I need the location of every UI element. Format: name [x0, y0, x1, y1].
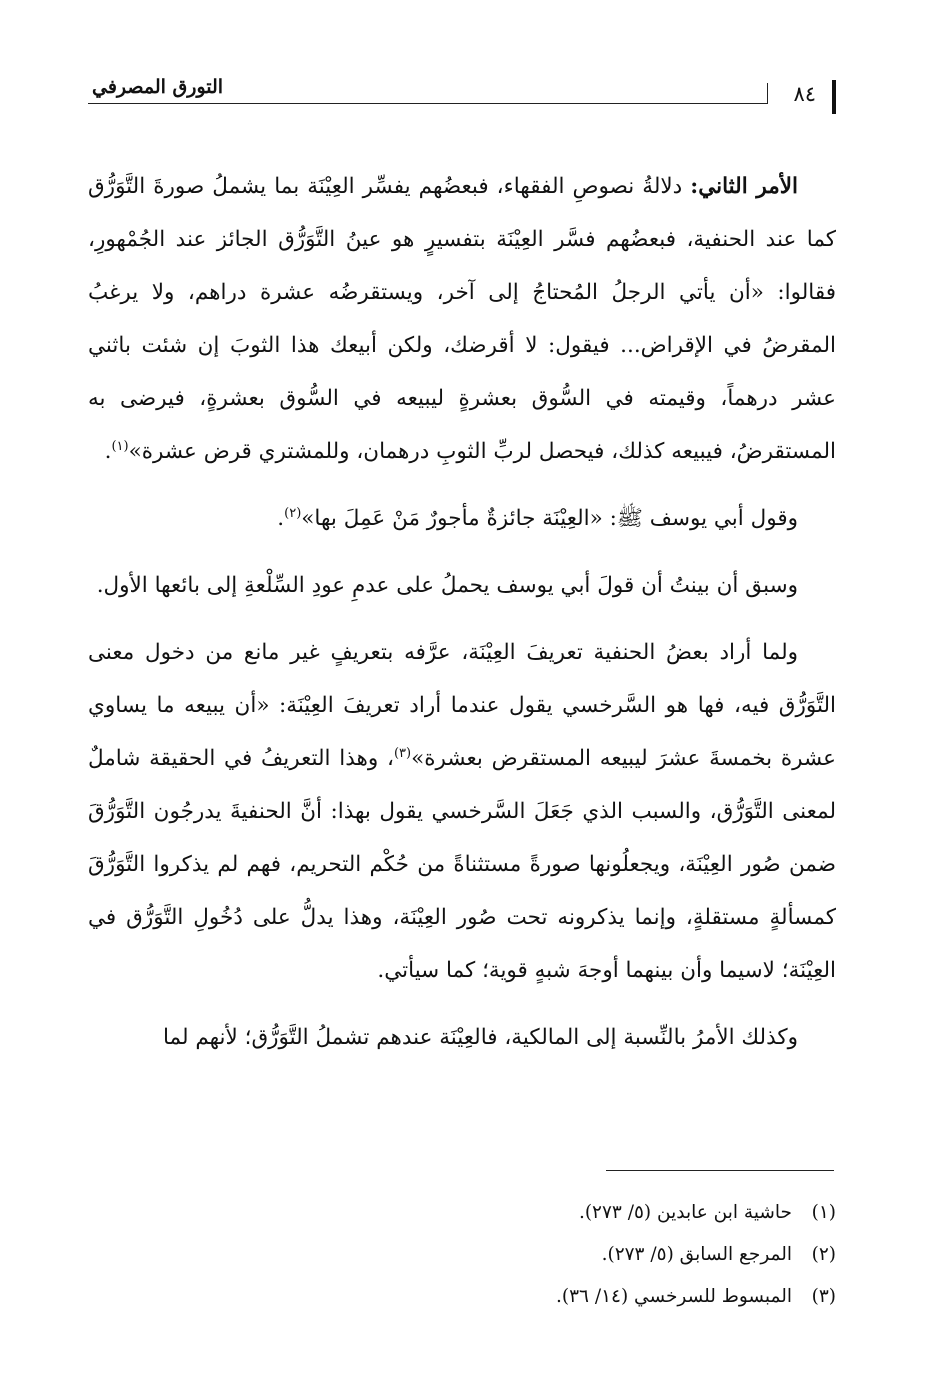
footnote-3: [88, 1276, 836, 1318]
running-title: التورق المصرفي: [92, 76, 224, 98]
paragraph-2: [88, 492, 836, 545]
paragraph-text: دلالةُ نصوصِ الفقهاء، فبعضُهم يفسِّر العِيْنَة بما يشملُ صورةَ التَّوَرُّق كما عند الحنفية، فبعضُهم فسَّر العِيْنَة بتفسيرٍ هو عينُ التَّوَرُّق الجائز عند الجُمْهورِ، فقالوا: «أن يأتي الرجلُ المُحتاجُ إلى آخر، ويستقرضُه عشرة دراهم، ولا يرغبُ المقرضُ في الإقراض... فيقول: لا أقرضك، ولكن أبيعك هذا الثوبَ إن شئت باثني عشر درهماً، وقيمته في السُّوق بعشرةٍ ليبيعه في السُّوق بعشرةٍ، فيرضى به المستقرضُ، فيبيعه كذلك، فيحصل لربِّ الثوبِ درهمان، وللمشتري قرض عشرة»: [88, 174, 836, 464]
footnote-separator: [606, 1170, 834, 1171]
paragraph-tail: .: [277, 506, 285, 531]
footnote-ref-1: (١): [111, 438, 129, 454]
paragraph-1: [88, 160, 836, 478]
paragraph-lead: الأمر الثاني:: [690, 174, 798, 199]
paragraph-3: [88, 559, 836, 612]
page-header: [88, 78, 836, 116]
footnote-text: حاشية ابن عابدين (٥/ ٢٧٣).: [578, 1202, 792, 1223]
footnote-number: (٣): [811, 1286, 836, 1307]
footnote-ref-3: (٣): [393, 745, 412, 761]
header-rule-tick: [767, 83, 768, 103]
footnote-text: المبسوط للسرخسي (١٤/ ٣٦).: [555, 1286, 792, 1307]
footnote-number: (٢): [811, 1244, 836, 1265]
paragraph-4: [88, 626, 836, 997]
paragraph-text: وكذلك الأمرُ بالنِّسبة إلى المالكية، فالعِيْنَة عندهم تشملُ التَّوَرُّق؛ لأنهم لما: [162, 1025, 798, 1050]
main-text: [88, 160, 836, 1078]
header-rule: [88, 103, 768, 104]
footnote-text: المرجع السابق (٥/ ٢٧٣).: [601, 1244, 792, 1265]
paragraph-tail: ، وهذا التعريفُ في الحقيقة شاملٌ لمعنى التَّوَرُّق، والسبب الذي جَعَلَ السَّرخسي يقول بهذا: أنَّ الحنفيةَ يدرجُون التَّوَرُّقَ ضمن صُور العِيْنَة، ويجعلُونها صورةً مستثناةً من حُكْم التحريم، فهم لم يذكروا التَّوَرُّقَ كمسألةٍ مستقلةٍ، وإنما يذكرونه تحت صُور العِيْنَة، وهذا يدلُّ على دُخُولِ التَّوَرُّق في العِيْنَة؛ لاسيما وأن بينهما أوجهَ شبهٍ قوية؛ كما سيأتي.: [88, 746, 836, 983]
paragraph-text: وقول أبي يوسف ﷺ: «العِيْنَة جائزةٌ مأجورٌ مَنْ عَمِلَ بها»: [301, 506, 798, 531]
footnote-number: (١): [811, 1202, 836, 1223]
footnote-ref-2: (٢): [284, 505, 302, 521]
paragraph-text: وسبق أن بينتُ أن قولَ أبي يوسف يحملُ على عدمِ عودِ السِّلْعةِ إلى بائعها الأول.: [96, 573, 798, 598]
header-bar: [832, 80, 836, 114]
paragraph-tail: .: [104, 439, 112, 464]
paragraph-text: ولما أراد بعضُ الحنفية تعريفَ العِيْنَة، عرَّفه بتعريفٍ غير مانع من دخول معنى التَّوَرُّق فيه، فها هو السَّرخسي يقول عندما أراد تعريفَ العِيْنَة: «أن يبيعه ما يساوي عشرة بخمسةَ عشرَ ليبيعه المستقرض بعشرة»: [88, 640, 836, 771]
footnote-2: [88, 1234, 836, 1276]
footnotes: [88, 1192, 836, 1318]
footnote-1: [88, 1192, 836, 1234]
paragraph-5: [88, 1011, 836, 1064]
page-number: ٨٤: [793, 82, 816, 106]
